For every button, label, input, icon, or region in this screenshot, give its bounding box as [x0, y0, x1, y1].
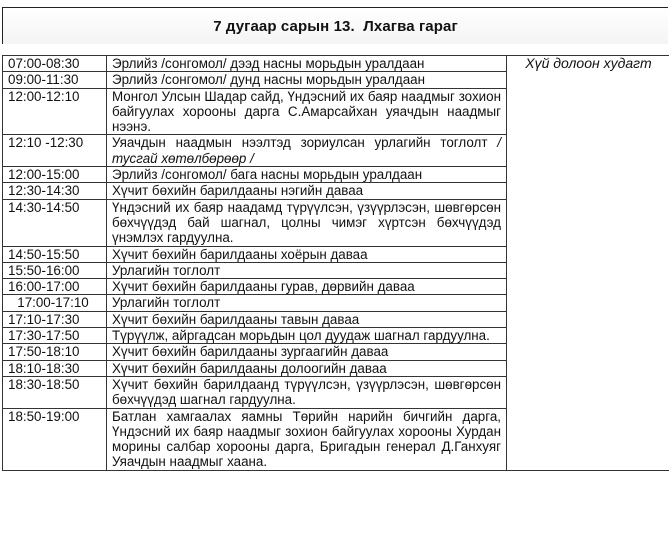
event-text: Хүчит бөхийн барилдааны зургаагийн даваа: [112, 344, 389, 360]
event-cell: [107, 183, 507, 199]
time-cell: 12:10 -12:30: [3, 135, 107, 167]
event-cell: [107, 295, 507, 311]
time-cell: 07:00-08:30: [3, 56, 107, 72]
event-text: Хүчит бөхийн барилдааны нэгийн даваа: [112, 183, 364, 199]
time-cell: 15:50-16:00: [3, 262, 107, 278]
event-cell: [107, 328, 507, 344]
event-text: Хүчит бөхийн барилдааны долоогийн даваа: [112, 360, 387, 376]
event-text: Урлагийн тоглолт: [112, 295, 221, 311]
time-cell: 16:00-17:00: [3, 279, 107, 295]
time-cell: 12:30-14:30: [3, 183, 107, 199]
time-cell: 18:10-18:30: [3, 360, 107, 376]
event-cell: [107, 72, 507, 88]
event-cell: [107, 408, 507, 470]
event-text: Уяачдын наадмын нээлтэд зориулсан урлагийн тоглолт: [112, 135, 488, 151]
time-cell: 12:00-15:00: [3, 167, 107, 183]
event-text: Хүчит бөхийн барилдааны гурав, дөрвийн даваа: [112, 279, 415, 295]
event-cell: [107, 167, 507, 183]
event-cell: [107, 279, 507, 295]
event-text: Эрлийз /сонгомол/ дунд насны морьдын уралдаан: [112, 72, 426, 88]
event-text: Хүчит бөхийн барилдаанд түрүүлсэн, үзүүрлэсэн, шөвгөрсөн бөхчүүдэд шагнал гардуулна.: [112, 376, 501, 408]
event-text: Эрлийз /сонгомол/ дээд насны морьдын уралдаан: [112, 56, 425, 71]
time-cell: 18:50-19:00: [3, 408, 107, 470]
time-cell: 17:50-18:10: [3, 344, 107, 360]
event-text: Түрүүлж, айргадсан морьдын цол дуудаж шагнал гардуулна.: [112, 328, 490, 344]
event-cell: [107, 311, 507, 327]
time-cell: 09:00-11:30: [3, 72, 107, 88]
table-row: [3, 56, 669, 72]
time-cell: 14:30-14:50: [3, 199, 107, 246]
event-cell: [107, 135, 507, 167]
page-title: 7 дугаар сарын 13. Лхагва гараг: [213, 18, 458, 35]
event-cell: [107, 56, 507, 72]
schedule-table: [2, 55, 669, 471]
event-text: Хүчит бөхийн барилдааны тавын даваа: [112, 311, 360, 327]
event-cell: [107, 360, 507, 376]
time-cell: 14:50-15:50: [3, 246, 107, 262]
event-text: Үндэсний их баяр наадамд түрүүлсэн, үзүүрлэсэн, шөвгөрсөн бөхчүүдэд бай шагнал, цолны чимэг хүртсэн бөхчүүдэд үнэмлэх гардуулна.: [112, 199, 501, 246]
venue-note: Хүй долоон худагт: [507, 56, 669, 471]
time-cell: 17:30-17:50: [3, 328, 107, 344]
event-cell: [107, 262, 507, 278]
time-cell: 18:30-18:50: [3, 376, 107, 408]
event-cell: [107, 376, 507, 408]
event-text: Хүчит бөхийн барилдааны хоёрын даваа: [112, 246, 368, 262]
event-text: Батлан хамгаалах яамны Төрийн нарийн бичгийн дарга, Үндэсний их баяр наадмыг зохион байгуулах хорооны Хурдан морины салбар хорооны дарга, Бригадын генерал Д.Ганхуяг Уяачдын наадмыг хаана.: [112, 408, 501, 470]
event-cell: [107, 344, 507, 360]
event-text: Урлагийн тоглолт: [112, 262, 221, 278]
time-cell: 12:00-12:10: [3, 88, 107, 135]
event-text: Монгол Улсын Шадар сайд, Үндэсний их баяр наадмыг зохион байгуулах хорооны дарга С.Амарсайхан уяачдын наадмыг нээнэ.: [112, 88, 501, 135]
event-cell: [107, 199, 507, 246]
event-cell: [107, 246, 507, 262]
time-cell: 17:10-17:30: [3, 311, 107, 327]
time-cell: 17:00-17:10: [3, 295, 107, 311]
event-note: / тусгай хөтөлбөрөөр /: [112, 135, 501, 166]
schedule-header: [2, 7, 668, 44]
event-cell: [107, 88, 507, 135]
event-text: Эрлийз /сонгомол/ бага насны морьдын уралдаан: [112, 167, 423, 183]
